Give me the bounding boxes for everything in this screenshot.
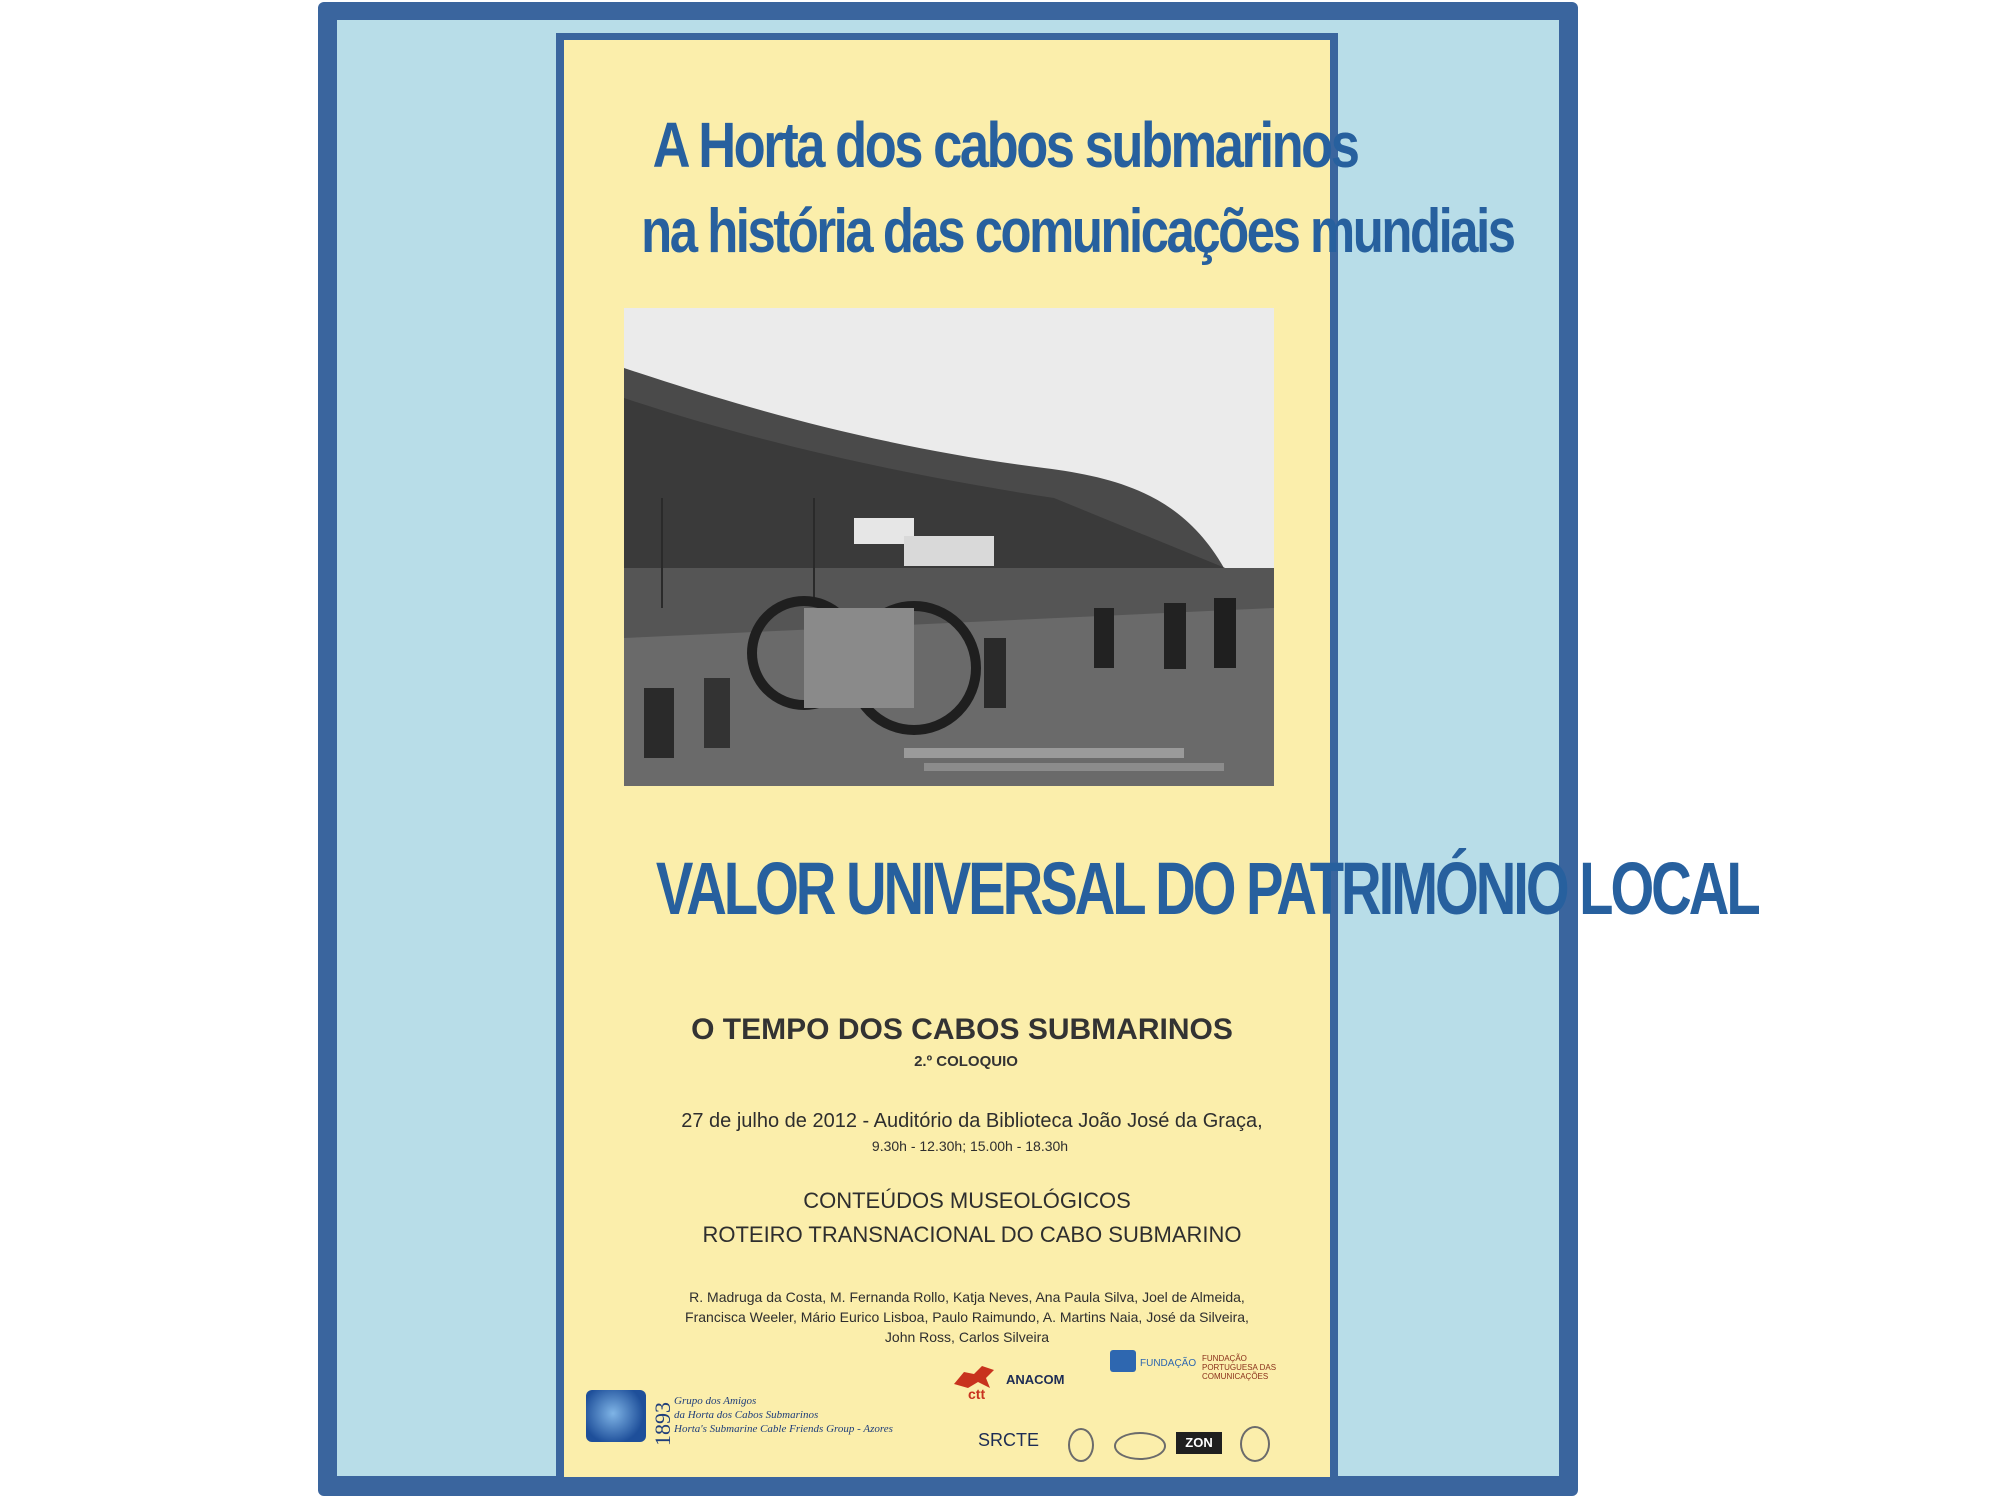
pt-fundacao-logo: FUNDAÇÃO <box>1140 1358 1197 1369</box>
pt-logo-icon <box>1110 1350 1136 1372</box>
poster <box>564 40 1758 1477</box>
friends-group-logo <box>586 1390 893 1450</box>
credits-line-2: Francisca Weeler, Mário Eurico Lisboa, Paulo Raimundo, A. Martins Naia, José da Silveira, <box>685 1309 1249 1325</box>
srcte-logo: SRCTE <box>978 1430 1040 1450</box>
anacom-logo: ANACOM <box>1006 1372 1065 1387</box>
historic-cable-photo <box>624 308 1274 786</box>
logo-year: 1893 <box>650 1402 675 1446</box>
globe-icon <box>586 1390 646 1442</box>
topic-2: ROTEIRO TRANSNACIONAL DO CABO SUBMARINO <box>702 1222 1242 1247</box>
lighthouse-seal-icon <box>1240 1426 1270 1462</box>
poster-headline: VALOR UNIVERSAL DO PATRIMÓNIO LOCAL <box>655 847 1758 930</box>
zon-logo: ZON <box>1176 1432 1222 1454</box>
event-date-place: 27 de julho de 2012 - Auditório da Biblioteca João José da Graça, <box>681 1110 1263 1132</box>
azores-coat-of-arms-icon <box>1068 1428 1094 1462</box>
institution-seal-icon <box>1114 1432 1166 1460</box>
photo-illustration <box>624 308 1274 786</box>
group-name-line-2: da Horta dos Cabos Submarinos <box>674 1409 819 1421</box>
topic-1: CONTEÚDOS MUSEOLÓGICOS <box>803 1188 1131 1213</box>
sponsor-logos <box>948 1350 1308 1470</box>
group-name-line-3: Horta's Submarine Cable Friends Group - Azores <box>674 1423 893 1435</box>
group-name <box>674 1394 893 1436</box>
poster-title-line-1: A Horta dos cabos submarinos <box>652 109 1358 181</box>
poster-title-line-2: na história das comunicações mundiais <box>641 197 1514 266</box>
speakers-credits <box>564 1287 1330 1347</box>
poster-subtitle: O TEMPO DOS CABOS SUBMARINOS <box>691 1013 1233 1046</box>
fpc-logo: FUNDAÇÃO PORTUGUESA DAS COMUNICAÇÕES <box>1202 1354 1277 1381</box>
ctt-logo: ctt <box>968 1386 986 1402</box>
credits-line-3: John Ross, Carlos Silveira <box>884 1329 1050 1345</box>
credits-line-1: R. Madruga da Costa, M. Fernanda Rollo, Katja Neves, Ana Paula Silva, Joel de Almeida, <box>689 1289 1245 1305</box>
poster-edition: 2.º COLOQUIO <box>914 1053 1018 1070</box>
event-hours: 9.30h - 12.30h; 15.00h - 18.30h <box>871 1138 1069 1154</box>
group-name-line-1: Grupo dos Amigos <box>674 1395 757 1407</box>
